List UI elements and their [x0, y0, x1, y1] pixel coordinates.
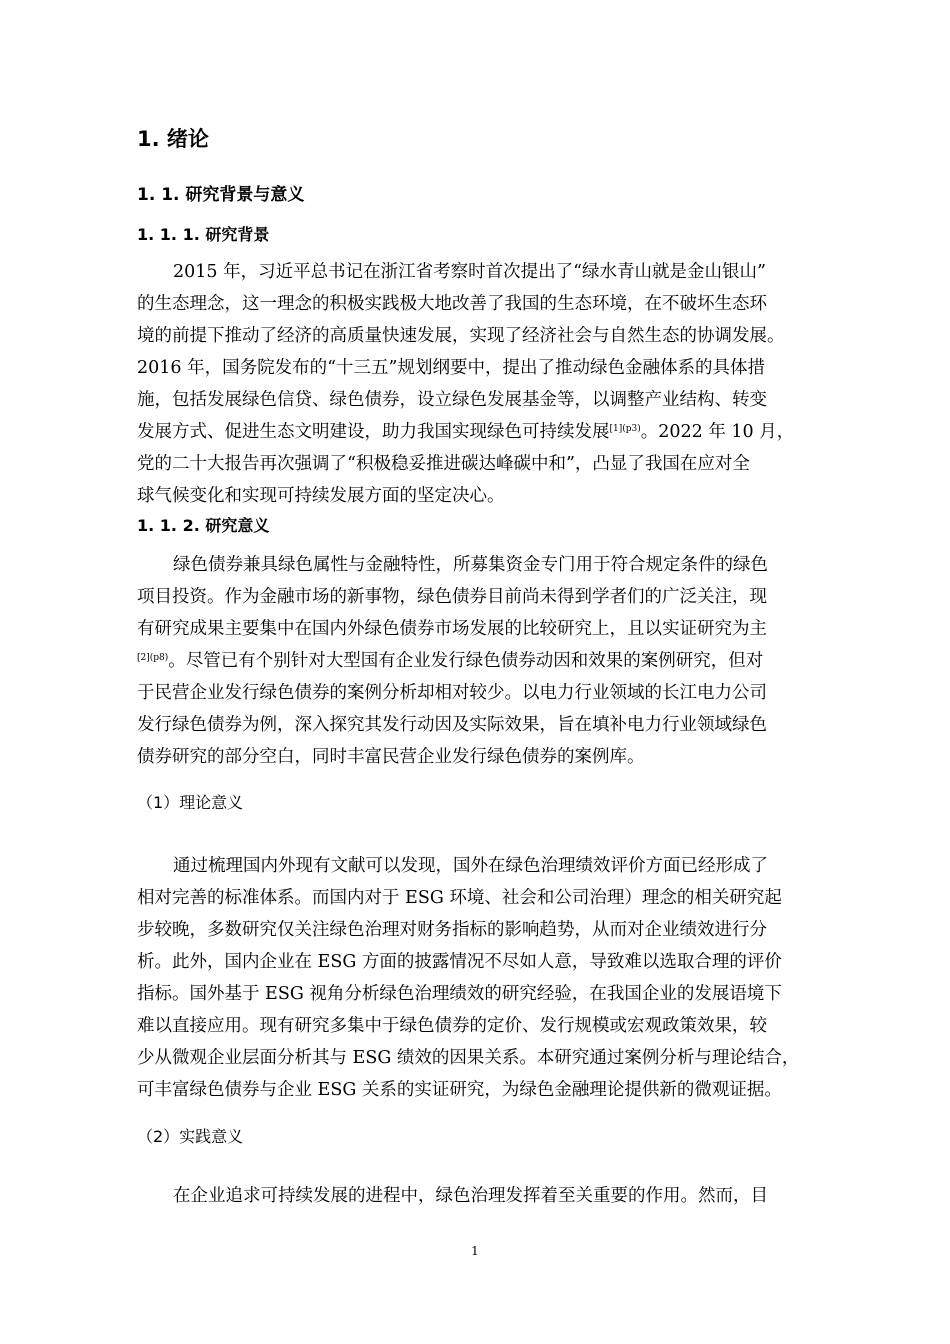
citation-link[interactable]: [1](p3) — [609, 424, 641, 434]
theory-paragraph — [137, 850, 837, 1106]
paragraph-line: 项目投资。作为金融市场的新事物，绿色债券目前尚未得到学者们的广泛关注，现 — [137, 587, 767, 607]
paragraph-line: 析。此外，国内企业在 ESG 方面的披露情况不尽如人意，导致难以选取合理的评价 — [137, 952, 782, 972]
subheading-theory: （1）理论意义 — [137, 793, 244, 812]
subheading-practice: （2）实践意义 — [137, 1127, 244, 1146]
paragraph-line: 球气候变化和实现可持续发展方面的坚定决心。 — [137, 486, 505, 506]
paragraph-line: 有研究成果主要集中在国内外绿色债券市场发展的比较研究上，且以实证研究为主 — [137, 619, 767, 639]
line-text: 。2022 年 10 月， — [640, 422, 795, 442]
line-text: 。尽管已有个别针对大型国有企业发行绿色债券动因和效果的案例研究，但对 — [168, 651, 764, 671]
chapter-heading: 1. 绪论 — [137, 127, 209, 151]
background-paragraph — [137, 256, 837, 512]
paragraph-line: 少从微观企业层面分析其与 ESG 绩效的因果关系。本研究通过案例分析与理论结合， — [137, 1048, 800, 1068]
paragraph-line: 指标。国外基于 ESG 视角分析绿色治理绩效的研究经验，在我国企业的发展语境下 — [137, 984, 782, 1004]
subsection-heading-significance: 1. 1. 2. 研究意义 — [137, 516, 270, 535]
paragraph-line: 2015 年，习近平总书记在浙江省考察时首次提出了“绿水青山就是金山银山” — [173, 262, 766, 282]
significance-paragraph — [137, 549, 837, 773]
citation-link[interactable]: [2](p8) — [137, 653, 169, 663]
paragraph-line: 相对完善的标准体系。而国内对于 ESG 环境、社会和公司治理）理念的相关研究起 — [137, 888, 782, 908]
paragraph-line: 的生态理念，这一理念的积极实践极大地改善了我国的生态环境，在不破坏生态环 — [137, 294, 767, 314]
paragraph-line: 绿色债券兼具绿色属性与金融特性，所募集资金专门用于符合规定条件的绿色 — [173, 555, 768, 575]
paragraph-line: 债券研究的部分空白，同时丰富民营企业发行绿色债券的案例库。 — [137, 747, 645, 767]
paragraph-line: 通过梳理国内外现有文献可以发现，国外在绿色治理绩效评价方面已经形成了 — [173, 856, 768, 876]
paragraph-line: 步较晚，多数研究仅关注绿色治理对财务指标的影响趋势，从而对企业绩效进行分 — [137, 920, 767, 940]
paragraph-line: 境的前提下推动了经济的高质量快速发展，实现了经济社会与自然生态的协调发展。 — [137, 326, 785, 346]
paragraph-line: 发行绿色债券为例，深入探究其发行动因及实际效果，旨在填补电力行业领域绿色 — [137, 715, 767, 735]
paragraph-line: 党的二十大报告再次强调了“积极稳妥推进碳达峰碳中和”，凸显了我国在应对全 — [137, 454, 750, 474]
paragraph-line: 2016 年，国务院发布的“十三五”规划纲要中，提出了推动绿色金融体系的具体措 — [137, 358, 765, 378]
line-text: 发展方式、促进生态文明建设，助力我国实现绿色可持续发展 — [137, 422, 610, 442]
paragraph-line: 施，包括发展绿色信贷、绿色债券，设立绿色发展基金等，以调整产业结构、转变 — [137, 390, 767, 410]
page-number: 1 — [471, 1244, 479, 1258]
section-heading: 1. 1. 研究背景与意义 — [137, 185, 305, 205]
paragraph-line: 难以直接应用。现有研究多集中于绿色债券的定价、发行规模或宏观政策效果，较 — [137, 1016, 767, 1036]
subsection-heading-background: 1. 1. 1. 研究背景 — [137, 225, 270, 244]
paragraph-line: 在企业追求可持续发展的进程中，绿色治理发挥着至关重要的作用。然而，目 — [173, 1186, 768, 1206]
paragraph-line-with-citation — [137, 645, 837, 677]
practice-paragraph — [137, 1180, 837, 1212]
paragraph-line-with-citation — [137, 416, 837, 448]
paragraph-line: 可丰富绿色债券与企业 ESG 关系的实证研究，为绿色金融理论提供新的微观证据。 — [137, 1080, 782, 1100]
paragraph-line: 于民营企业发行绿色债券的案例分析却相对较少。以电力行业领域的长江电力公司 — [137, 683, 767, 703]
